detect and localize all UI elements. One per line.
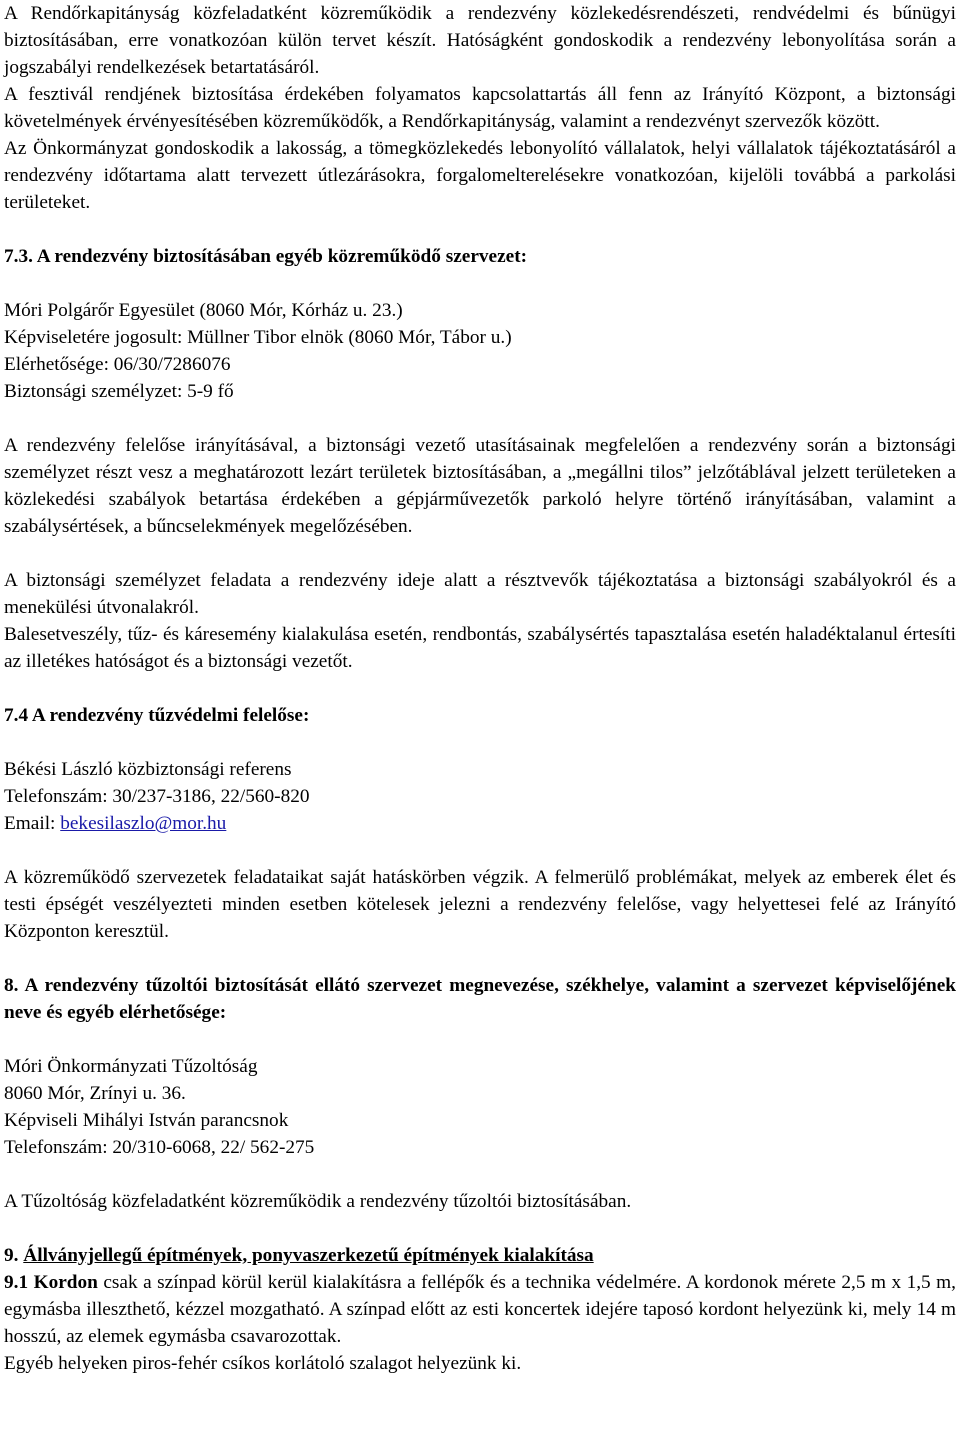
email-link[interactable]: bekesilaszlo@mor.hu (60, 813, 227, 834)
fire-brigade-name: Móri Önkormányzati Tűzoltóság (4, 1056, 258, 1077)
subsection-9-1-label: 9.1 Kordon (4, 1272, 98, 1293)
paragraph-barrier-tape: Egyéb helyeken piros-fehér csíkos korlátoló szalagot helyezünk ki. (4, 1353, 522, 1374)
section-9-heading: 9. Állványjellegű építmények, ponyvaszerkezetű építmények kialakítása (4, 1245, 594, 1266)
fire-safety-email-line: Email: bekesilaszlo@mor.hu (4, 813, 227, 834)
civil-guard-contact: Elérhetősége: 06/30/7286076 (4, 354, 231, 375)
section-7-3-heading: 7.3. A rendezvény biztosításában egyéb közreműködő szervezet: (4, 246, 528, 267)
fire-brigade-phone: Telefonszám: 20/310-6068, 22/ 562-275 (4, 1137, 315, 1158)
paragraph-coordination: A fesztivál rendjének biztosítása érdekében folyamatos kapcsolattartás áll fenn az Irányító Központ, a biztonsági követelmények érvényesítésében közreműködők, a Rendőrkapitányság, valamint a rendezvényt szervezők között. (4, 84, 956, 132)
fire-brigade-representative: Képviseli Mihályi István parancsnok (4, 1110, 289, 1131)
fire-safety-officer: Békési László közbiztonsági referens (4, 759, 292, 780)
civil-guard-representative: Képviseletére jogosult: Müllner Tibor elnök (8060 Mór, Tábor u.) (4, 327, 512, 348)
paragraph-fire-brigade: A Tűzoltóság közfeladatként közreműködik a rendezvény tűzoltói biztosításában. (4, 1191, 632, 1212)
civil-guard-name: Móri Polgárőr Egyesület (8060 Mór, Kórház u. 23.) (4, 300, 403, 321)
paragraph-cooperating-orgs: A közreműködő szervezetek feladataikat saját hatáskörben végzik. A felmerülő problémákat, melyek az emberek élet és testi épségét veszélyezteti minden esetben kötelesek jelezni a rendezvény felelőse, vagy helyettesei felé az Irányító Központon keresztül. (4, 867, 956, 942)
paragraph-cordon: 9.1 Kordon csak a színpad körül kerül kialakításra a fellépők és a technika védelmére. A kordonok mérete 2,5 m x 1,5 m, egymásba illeszthető, kézzel mozgatható. A színpad előtt az esti koncertek idejére taposó kordont helyezünk ki, mely 14 m hosszú, az elemek egymásba csavarozottak. (4, 1272, 956, 1347)
section-8-heading: 8. A rendezvény tűzoltói biztosítását ellátó szervezet megnevezése, székhelye, valamint a szervezet képviselőjének neve és egyéb elérhetősége: (4, 975, 956, 1023)
fire-safety-phone: Telefonszám: 30/237-3186, 22/560-820 (4, 786, 310, 807)
paragraph-staff-information: A biztonsági személyzet feladata a rendezvény ideje alatt a résztvevők tájékoztatása a biztonsági szabályokról és a menekülési útvonalakról. (4, 570, 956, 618)
security-staff-count: Biztonsági személyzet: 5-9 fő (4, 381, 234, 402)
section-7-4-heading: 7.4 A rendezvény tűzvédelmi felelőse: (4, 705, 310, 726)
paragraph-security-duties: A rendezvény felelőse irányításával, a biztonsági vezető utasításainak megfelelően a rendezvény során a biztonsági személyzet részt vesz a meghatározott lezárt területek biztosításában, a „megállni tilos” jelzőtáblával jelzett területeken a közlekedési szabályok betartása érdekében a gépjárművezetők parkoló helyre történő irányításában, valamint a szabálysértések, a bűncselekmények megelőzésében. (4, 435, 956, 537)
paragraph-incident-reporting: Balesetveszély, tűz- és káresemény kialakulása esetén, rendbontás, szabálysértés tapasztalása esetén haladéktalanul értesíti az illetékes hatóságot és a biztonsági vezetőt. (4, 624, 956, 672)
paragraph-municipality: Az Önkormányzat gondoskodik a lakosság, a tömegközlekedés lebonyolító vállalatok, helyi vállalatok tájékoztatásáról a rendezvény időtartama alatt tervezett útlezárásokra, forgalomelterelésekre vonatkozóan, kijelöli továbbá a parkolási területeket. (4, 138, 956, 213)
fire-brigade-address: 8060 Mór, Zrínyi u. 36. (4, 1083, 186, 1104)
paragraph-police: A Rendőrkapitányság közfeladatként közreműködik a rendezvény közlekedésrendészeti, rendvédelmi és bűnügyi biztosításában, erre vonatkozóan külön tervet készít. Hatóságként gondoskodik a rendezvény lebonyolítása során a jogszabályi rendelkezések betartatásáról. (4, 3, 956, 78)
